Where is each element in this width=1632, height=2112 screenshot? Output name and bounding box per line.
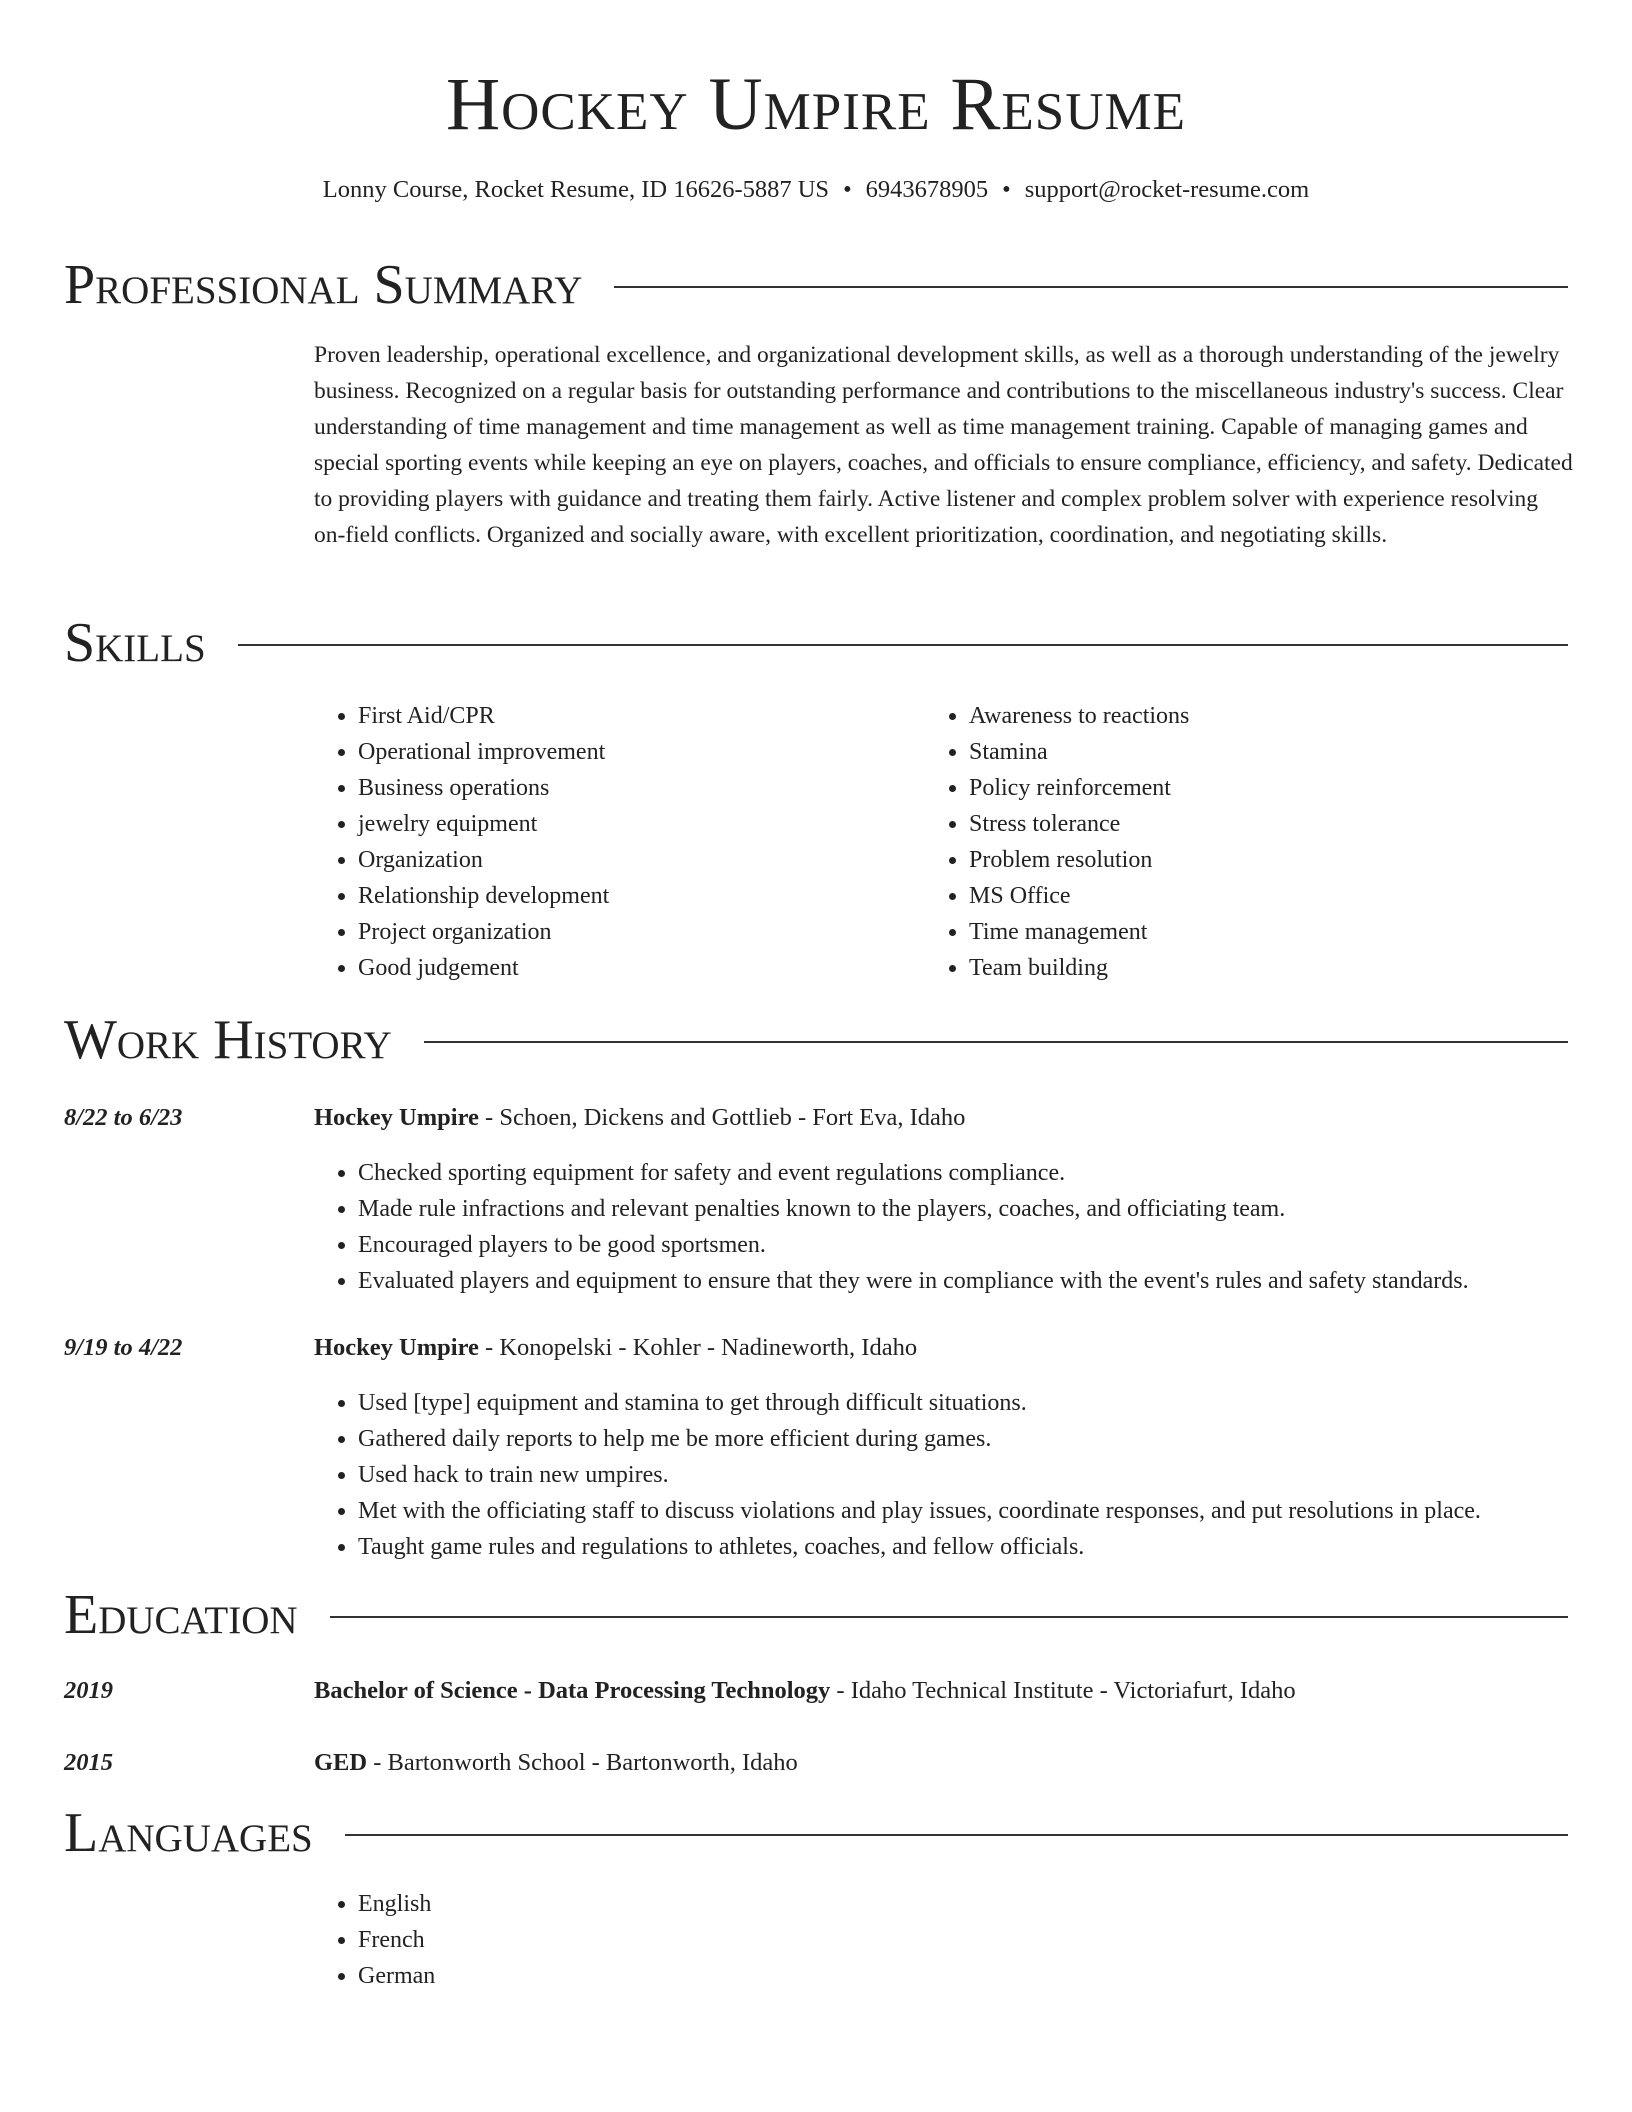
language-item: • French [358, 1922, 1574, 1958]
contact-phone: 6943678905 [865, 176, 989, 203]
job-heading [314, 1330, 1574, 1366]
education-degree: GED [314, 1749, 368, 1776]
job-heading [314, 1100, 1574, 1136]
bullet-separator: • [1002, 176, 1011, 203]
job-bullets [314, 1385, 1574, 1565]
job-dates: 9/19 to 4/22 [64, 1334, 183, 1361]
skills-column-left [314, 698, 874, 986]
education-degree: Bachelor of Science - Data Processing Technology [314, 1677, 831, 1704]
section-heading-skills [64, 608, 1568, 678]
contact-line [0, 173, 1632, 207]
job-bullet: • Met with the officiating staff to discuss violations and play issues, coordinate responses, and put resolutions in place. [358, 1493, 1574, 1529]
education-school: - Idaho Technical Institute - Victoriafurt, Idaho [830, 1677, 1296, 1704]
job-dates: 8/22 to 6/23 [64, 1104, 183, 1131]
skill-item: • Time management [969, 914, 1485, 950]
job-bullet: • Used [type] equipment and stamina to get through difficult situations. [358, 1385, 1574, 1421]
section-rule [238, 644, 1568, 646]
skills-column-right [925, 698, 1485, 986]
bullet-separator: • [843, 176, 852, 203]
job-bullet: • Made rule infractions and relevant penalties known to the players, coaches, and officiating team. [358, 1191, 1574, 1227]
job-bullets [314, 1155, 1574, 1299]
resume-title: Hockey Umpire Resume [445, 63, 1186, 146]
skill-item: • Good judgement [358, 950, 874, 986]
summary-text: Proven leadership, operational excellence, and organizational development skills, as well as a thorough understanding of the jewelry business. Recognized on a regular basis for outstanding performance and contributions to the miscellaneous industry's success. Clear understanding of time management and time management as well as time management training. Capable of managing games and special sporting events while keeping an eye on players, coaches, and officials to ensure compliance, efficiency, and safety. Dedicated to providing players with guidance and treating them fairly. Active listener and complex problem solver with experience resolving on-field conflicts. Organized and socially aware, with excellent prioritization, coordination, and negotiating skills. [314, 342, 1573, 548]
job-bullet: • Used hack to train new umpires. [358, 1457, 1574, 1493]
job-title: Hockey Umpire [314, 1104, 479, 1131]
skill-item: • Business operations [358, 770, 874, 806]
section-title: Languages [64, 1802, 313, 1864]
job-employer: - Konopelski - Kohler - Nadineworth, Idaho [478, 1334, 918, 1361]
skill-item: • MS Office [969, 878, 1485, 914]
skill-item: • Project organization [358, 914, 874, 950]
skill-item: • Relationship development [358, 878, 874, 914]
language-item: • English [358, 1886, 1574, 1922]
education-year: 2015 [64, 1749, 113, 1776]
job-bullet: • Gathered daily reports to help me be more efficient during games. [358, 1421, 1574, 1457]
contact-address: Lonny Course, Rocket Resume, ID 16626-5887 US [322, 176, 830, 203]
section-heading-education [64, 1580, 1568, 1650]
skill-item: • First Aid/CPR [358, 698, 874, 734]
section-rule [424, 1041, 1568, 1043]
section-title: Work History [64, 1009, 392, 1071]
education-entry [314, 1673, 1574, 1709]
section-title: Skills [64, 612, 206, 674]
skill-item: • Problem resolution [969, 842, 1485, 878]
skill-item: • Stress tolerance [969, 806, 1485, 842]
section-rule [330, 1616, 1568, 1618]
section-heading-summary [64, 250, 1568, 320]
job-employer: - Schoen, Dickens and Gottlieb - Fort Eva, Idaho [478, 1104, 966, 1131]
skill-item: • Team building [969, 950, 1485, 986]
job-bullet: • Evaluated players and equipment to ensure that they were in compliance with the event's rules and safety standards. [358, 1263, 1574, 1299]
education-year: 2019 [64, 1677, 113, 1704]
skill-item: • Organization [358, 842, 874, 878]
contact-email: support@rocket-resume.com [1024, 176, 1310, 203]
skill-item: • Policy reinforcement [969, 770, 1485, 806]
language-item: • German [358, 1958, 1574, 1994]
section-rule [345, 1834, 1568, 1836]
section-title: Professional Summary [64, 254, 583, 316]
job-bullet: • Encouraged players to be good sportsmen. [358, 1227, 1574, 1263]
section-title: Education [64, 1584, 298, 1646]
skill-item: • Stamina [969, 734, 1485, 770]
skill-item: • jewelry equipment [358, 806, 874, 842]
skill-item: • Operational improvement [358, 734, 874, 770]
section-rule [614, 286, 1568, 288]
job-bullet: • Checked sporting equipment for safety and event regulations compliance. [358, 1155, 1574, 1191]
education-entry [314, 1745, 1574, 1781]
section-heading-languages [64, 1798, 1568, 1868]
job-title: Hockey Umpire [314, 1334, 479, 1361]
job-bullet: • Taught game rules and regulations to athletes, coaches, and fellow officials. [358, 1529, 1574, 1565]
education-school: - Bartonworth School - Bartonworth, Idaho [367, 1749, 798, 1776]
skill-item: • Awareness to reactions [969, 698, 1485, 734]
section-heading-work-history [64, 1005, 1568, 1075]
languages-list [314, 1886, 1574, 1994]
